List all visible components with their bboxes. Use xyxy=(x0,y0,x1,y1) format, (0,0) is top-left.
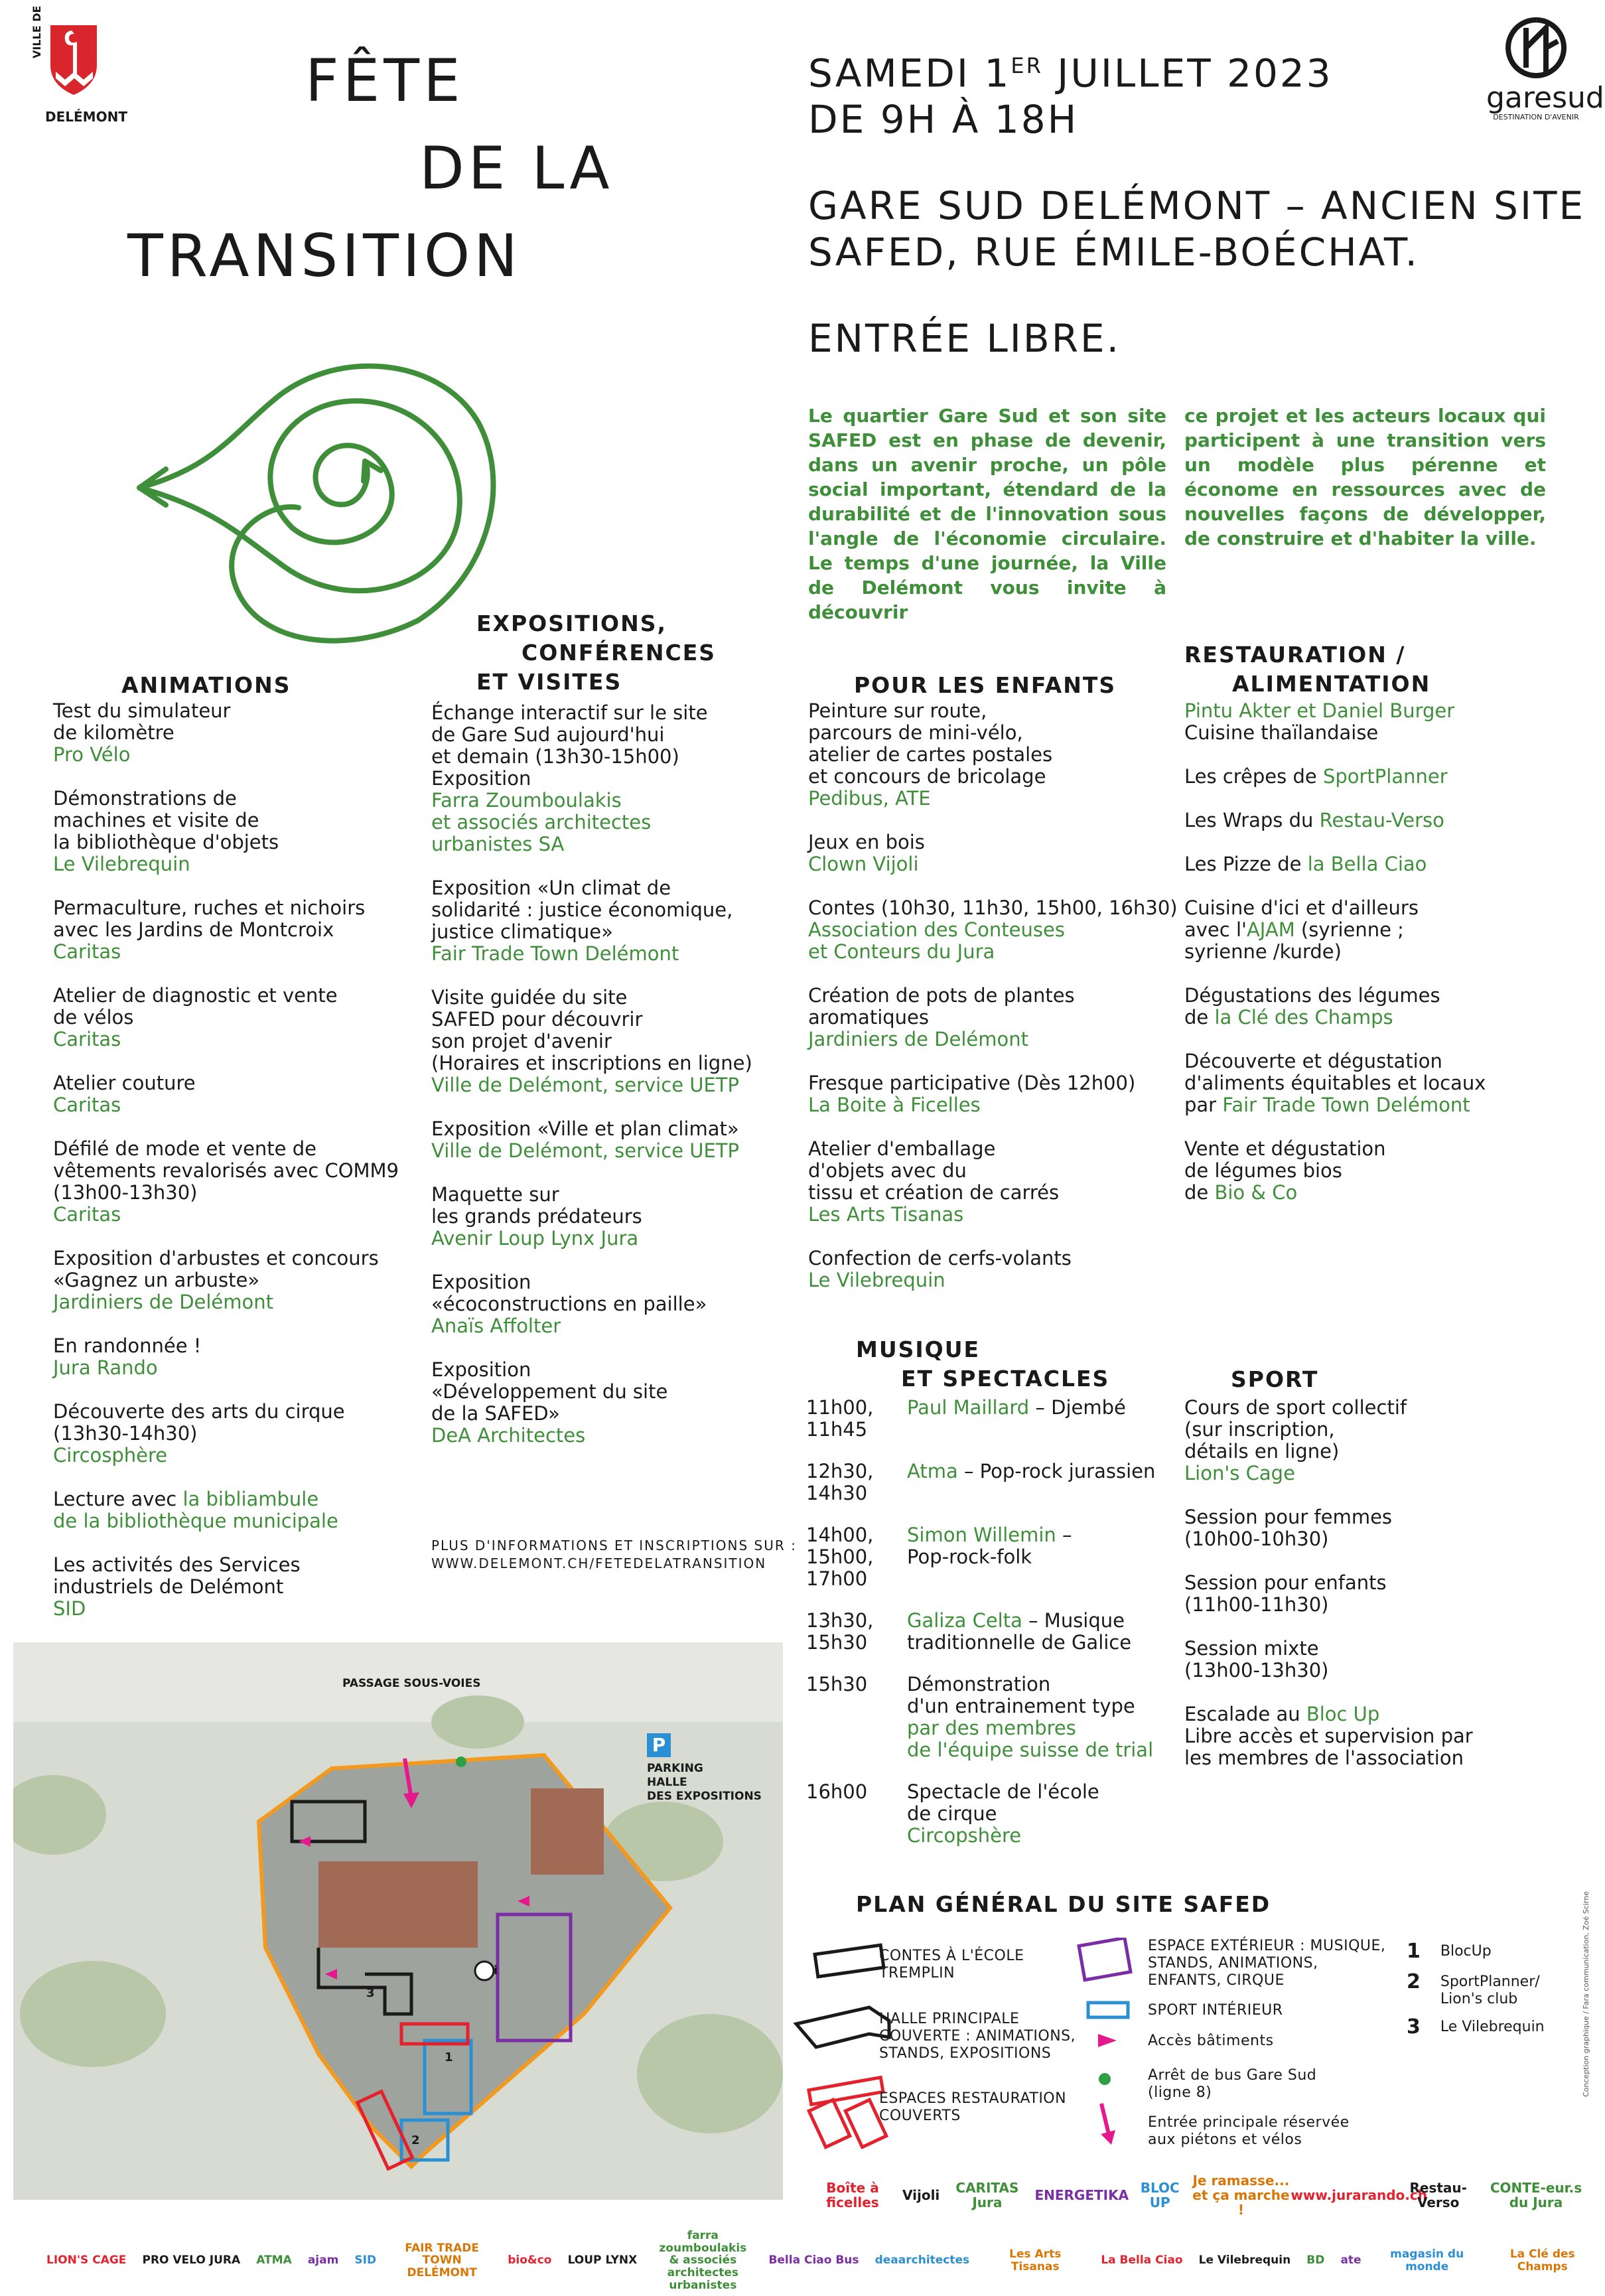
list-item xyxy=(1184,1138,1556,1204)
text-line: son projet d'avenir xyxy=(431,1030,612,1052)
text-line: Atelier d'emballage xyxy=(808,1137,996,1160)
text-line: et demain (13h30-15h00) xyxy=(431,745,679,768)
organizer: Fair Trade Town Delémont xyxy=(431,942,679,965)
organizer: de la bibliothèque municipale xyxy=(53,1510,338,1532)
list-item xyxy=(53,700,411,766)
restauration-list xyxy=(1184,700,1556,1226)
list-item xyxy=(53,897,411,963)
text-line: Paul Maillard – Djembé xyxy=(907,1396,1126,1419)
text-line: (10h00-10h30) xyxy=(1184,1528,1329,1550)
list-item xyxy=(808,897,1178,963)
organizer: Pedibus, ATE xyxy=(808,787,931,810)
sponsor-logo: BLOC UP xyxy=(1140,2180,1180,2210)
musique-list xyxy=(806,1397,1191,1867)
text-line: les grands prédateurs xyxy=(431,1205,642,1228)
town-logo-text2: DELÉMONT xyxy=(45,109,127,125)
list-item xyxy=(1184,1506,1556,1550)
organizer: La Boite à Ficelles xyxy=(808,1094,981,1116)
musique-title: MUSIQUE ET SPECTACLES xyxy=(856,1336,1110,1392)
sponsor-logo: bio&co xyxy=(508,2254,552,2267)
list-item xyxy=(1184,1572,1556,1616)
text-line: tissu et création de carrés xyxy=(808,1181,1060,1204)
text-line: «écoconstructions en paille» xyxy=(431,1293,707,1315)
organizer: Pro Vélo xyxy=(53,743,131,766)
organizer: par des membres xyxy=(907,1717,1076,1739)
sponsor-logo: SID xyxy=(354,2254,377,2267)
text-line: Les crêpes de SportPlanner xyxy=(1184,765,1448,788)
text-line: Échange interactif sur le site xyxy=(431,701,708,724)
text-line: Exposition d'arbustes et concours xyxy=(53,1247,379,1269)
text-line: parcours de mini-vélo, xyxy=(808,721,1023,744)
text-line: aromatiques xyxy=(808,1006,929,1029)
list-item xyxy=(53,788,411,875)
text-line: traditionnelle de Galice xyxy=(907,1631,1132,1654)
text-line: Test du simulateur xyxy=(53,699,231,722)
list-item xyxy=(1184,1638,1556,1682)
program-time: 14h00, 15h00, 17h00 xyxy=(806,1524,874,1590)
organizer: Circosphère xyxy=(53,1444,168,1467)
list-item xyxy=(1184,985,1556,1029)
program-detail xyxy=(907,1610,1131,1654)
text-line: Exposition xyxy=(431,1271,531,1293)
legend-bus: Arrêt de bus Gare Sud (ligne 8) xyxy=(1148,2067,1317,2101)
text-line: détails en ligne) xyxy=(1184,1440,1340,1463)
event-info xyxy=(808,42,1604,362)
text-line: machines et visite de xyxy=(53,809,259,831)
organizer: et associés architectes xyxy=(431,811,652,833)
text-line: (Horaires et inscriptions en ligne) xyxy=(431,1052,752,1074)
sponsor-logo: CONTE-eur.s du Jura xyxy=(1490,2180,1582,2210)
intro-col2: ce projet et les acteurs locaux qui participent à une transition vers un modèle plus pérenne et économe en ressources avec de nouvelles façons de développer, de construire et d'habiter la ville. xyxy=(1184,405,1546,549)
event-date: SAMEDI 1ER JUILLET 2023 xyxy=(808,50,1333,96)
garesud-logo-name: garesud xyxy=(1486,81,1604,115)
sport-list xyxy=(1184,1397,1556,1791)
text-line: Cuisine d'ici et d'ailleurs xyxy=(1184,897,1419,919)
sponsor-logo: PRO VELO JURA xyxy=(142,2254,241,2267)
organizer: Les Arts Tisanas xyxy=(808,1203,964,1226)
text-line: Pintu Akter et Daniel Burger xyxy=(1184,699,1455,722)
site-map xyxy=(13,1642,783,2200)
program-row xyxy=(806,1674,1191,1761)
map-num-1: 1 xyxy=(445,2050,453,2064)
plan-title: PLAN GÉNÉRAL DU SITE SAFED xyxy=(856,1891,1271,1917)
text-line: de la SAFED» xyxy=(431,1402,560,1425)
list-item xyxy=(53,1554,411,1620)
legend-sport: SPORT INTÉRIEUR xyxy=(1148,2002,1283,2019)
text-line: Exposition xyxy=(431,767,531,790)
title-line3: TRANSITION xyxy=(127,222,522,290)
text-line: Maquette sur xyxy=(431,1183,559,1206)
text-line: Création de pots de plantes xyxy=(808,984,1075,1007)
organizer: Ville de Delémont, service UETP xyxy=(431,1139,739,1162)
organizer: Lion's Cage xyxy=(1184,1462,1295,1484)
program-time: 12h30, 14h30 xyxy=(806,1460,874,1504)
legend-acces: Accès bâtiments xyxy=(1148,2033,1274,2049)
text-line: Peinture sur route, xyxy=(808,699,987,722)
text-line: Session pour enfants xyxy=(1184,1571,1387,1594)
sponsor-logo: Bella Ciao Bus xyxy=(768,2254,859,2267)
parking-icon: P xyxy=(647,1733,671,1757)
organizer: Farra Zoumboulakis xyxy=(431,789,622,812)
program-detail xyxy=(907,1461,1155,1504)
sponsor-logos-bottom xyxy=(46,2230,1592,2291)
sponsor-logo: LION'S CAGE xyxy=(46,2254,127,2267)
event-hours: DE 9H À 18H xyxy=(808,97,1079,143)
organizer: de l'équipe suisse de trial xyxy=(907,1739,1154,1761)
garesud-logo-tagline: DESTINATION D'AVENIR xyxy=(1493,113,1579,121)
title-line1: FÊTE xyxy=(305,46,464,115)
event-entry: ENTRÉE LIBRE. xyxy=(808,316,1121,362)
text-line: de Bio & Co xyxy=(1184,1181,1298,1204)
text-line: de la Clé des Champs xyxy=(1184,1006,1393,1029)
text-line: d'aliments équitables et locaux xyxy=(1184,1072,1486,1094)
list-item xyxy=(1184,897,1556,963)
text-line: Escalade au Bloc Up xyxy=(1184,1703,1380,1725)
list-item xyxy=(53,985,411,1050)
sponsor-logo: BD xyxy=(1306,2254,1325,2267)
sponsor-logo: La Clé des Champs xyxy=(1509,2248,1575,2273)
text-line: Session mixte xyxy=(1184,1637,1319,1660)
list-item xyxy=(53,1248,411,1313)
list-item xyxy=(1184,1703,1556,1769)
text-line: avec les Jardins de Montcroix xyxy=(53,918,334,941)
sport-title: SPORT xyxy=(1231,1366,1319,1392)
expos-list xyxy=(431,702,790,1469)
town-logo xyxy=(31,5,127,125)
text-line: (13h00-13h30) xyxy=(53,1181,198,1204)
list-item xyxy=(431,1271,790,1337)
list-item xyxy=(53,1488,411,1532)
list-item xyxy=(808,831,1166,875)
text-line: de légumes bios xyxy=(1184,1159,1342,1182)
text-line: solidarité : justice économique, xyxy=(431,898,733,921)
text-line: Visite guidée du site xyxy=(431,986,628,1009)
organizer: SID xyxy=(53,1597,86,1620)
list-item xyxy=(53,1138,411,1226)
sponsor-logo: Le Vilebrequin xyxy=(1198,2254,1291,2267)
map-parking-label: PARKING HALLE DES EXPOSITIONS xyxy=(647,1762,762,1803)
text-line: SAFED pour découvrir xyxy=(431,1008,643,1031)
text-line: Démonstrations de xyxy=(53,787,237,810)
sponsor-logo: www.jurarando.ch xyxy=(1291,2187,1427,2203)
text-line: et concours de bricolage xyxy=(808,765,1046,788)
text-line: industriels de Delémont xyxy=(53,1575,284,1598)
list-item xyxy=(53,1335,411,1379)
program-row xyxy=(806,1524,1191,1590)
expos-title: EXPOSITIONS, CONFÉRENCES ET VISITES xyxy=(476,610,717,695)
list-item xyxy=(808,1248,1166,1291)
text-line: Session pour femmes xyxy=(1184,1506,1393,1528)
text-line: Cours de sport collectif xyxy=(1184,1396,1407,1419)
organizer: Le Vilebrequin xyxy=(808,1269,945,1291)
text-line: «Développement du site xyxy=(431,1380,668,1403)
organizer: Caritas xyxy=(53,1028,121,1050)
organizer: urbanistes SA xyxy=(431,833,565,855)
restauration-title: RESTAURATION / ALIMENTATION xyxy=(1184,642,1431,697)
program-time: 16h00 xyxy=(806,1780,868,1803)
text-line: «Gagnez un arbuste» xyxy=(53,1269,260,1291)
sponsor-logo: Restau-Verso xyxy=(1409,2180,1467,2210)
text-line: d'objets avec du xyxy=(808,1159,967,1182)
text-line: Les Pizze de la Bella Ciao xyxy=(1184,853,1427,875)
map-passage-label: PASSAGE SOUS-VOIES xyxy=(342,1677,481,1690)
list-item xyxy=(53,1401,411,1467)
text-line: Contes (10h30, 11h30, 15h00, 16h30) xyxy=(808,897,1178,919)
map-num-3: 3 xyxy=(366,1986,375,2000)
list-item xyxy=(808,985,1166,1050)
text-line: Les activités des Services xyxy=(53,1553,301,1576)
text-line: de Gare Sud aujourd'hui xyxy=(431,723,665,746)
legend-exterieur: ESPACE EXTÉRIEUR : MUSIQUE, STANDS, ANIMATIONS, ENFANTS, CIRQUE xyxy=(1148,1938,1386,1989)
sponsor-logo: La Bella Ciao xyxy=(1101,2254,1183,2267)
program-detail xyxy=(907,1674,1153,1761)
organizer: Clown Vijoli xyxy=(808,853,919,875)
list-item xyxy=(431,877,790,965)
text-line: Défilé de mode et vente de xyxy=(53,1137,316,1160)
town-logo-text1: VILLE DE xyxy=(31,5,43,58)
text-line: de vélos xyxy=(53,1006,134,1029)
more-info-url[interactable]: WWW.DELEMONT.CH/FETEDELATRANSITION xyxy=(431,1555,767,1571)
legend-entree: Entrée principale réservée aux piétons et vélos xyxy=(1148,2114,1350,2148)
text-line: justice climatique» xyxy=(431,920,613,943)
text-line: Les Wraps du Restau-Verso xyxy=(1184,809,1444,831)
program-time: 15h30 xyxy=(806,1673,868,1695)
sponsor-logo: CARITAS Jura xyxy=(955,2180,1019,2210)
organizer: Anaïs Affolter xyxy=(431,1315,561,1337)
sponsor-logo: ENERGETIKA xyxy=(1034,2187,1129,2203)
plan-legend xyxy=(790,1938,1586,2203)
text-line: (13h00-13h30) xyxy=(1184,1659,1329,1682)
title-line2: DE LA xyxy=(419,134,614,202)
list-item xyxy=(431,1359,790,1447)
spiral-icon xyxy=(133,335,504,660)
sponsor-logo: Vijoli xyxy=(902,2187,940,2203)
organizer: Circopshère xyxy=(907,1824,1022,1847)
text-line: Exposition «Un climat de xyxy=(431,877,671,899)
sponsor-logo: Je ramasse... et ça marche ! xyxy=(1192,2173,1290,2218)
text-line: Découverte et dégustation xyxy=(1184,1050,1442,1072)
info-icon: i xyxy=(494,1964,498,1977)
program-detail xyxy=(907,1524,1072,1590)
program-row xyxy=(806,1781,1191,1847)
program-time: 13h30, 15h30 xyxy=(806,1609,874,1654)
organizer: Association des Conteuses xyxy=(808,918,1065,941)
text-line: (13h30-14h30) xyxy=(53,1422,198,1445)
list-item xyxy=(431,1184,790,1250)
text-line: (sur inscription, xyxy=(1184,1418,1335,1441)
text-line: Lecture avec la bibliambule xyxy=(53,1488,319,1510)
list-item xyxy=(1184,700,1556,744)
program-detail xyxy=(907,1781,1099,1847)
sponsor-logo: FAIR TRADE TOWN DELÉMONT xyxy=(405,2241,480,2280)
text-line: avec l'AJAM (syrienne ; xyxy=(1184,918,1404,941)
program-row xyxy=(806,1610,1191,1654)
text-line: Atma – Pop-rock jurassien xyxy=(907,1460,1156,1482)
sponsor-logo: farra zoumboulakis & associés architectes urbanistes xyxy=(659,2229,747,2292)
organizer: Caritas xyxy=(53,1203,121,1226)
text-line: par Fair Trade Town Delémont xyxy=(1184,1094,1470,1116)
text-line: la bibliothèque d'objets xyxy=(53,831,279,853)
text-line: Libre accès et supervision par xyxy=(1184,1725,1473,1747)
text-line: Confection de cerfs-volants xyxy=(808,1247,1072,1269)
sponsor-logo: ajam xyxy=(307,2254,339,2267)
list-item xyxy=(53,1072,411,1116)
legend-numbers: 1 BlocUp 2 SportPlanner/ Lion's club 3 Le Vilebrequin xyxy=(1407,1940,1545,2039)
list-item xyxy=(1184,1397,1556,1484)
text-line: syrienne /kurde) xyxy=(1184,940,1342,963)
sponsor-logos-top xyxy=(803,2173,1586,2217)
organizer: et Conteurs du Jura xyxy=(808,940,995,963)
program-row xyxy=(806,1461,1191,1504)
text-line: Atelier couture xyxy=(53,1072,196,1094)
list-item xyxy=(1184,853,1556,875)
map-num-2: 2 xyxy=(411,2133,420,2147)
program-detail xyxy=(907,1397,1126,1441)
organizer: Jardiniers de Delémont xyxy=(53,1291,274,1313)
text-line: En randonnée ! xyxy=(53,1334,202,1357)
list-item xyxy=(431,987,790,1096)
more-info: PLUS D'INFORMATIONS ET INSCRIPTIONS SUR : WWW.DELEMONT.CH/FETEDELATRANSITION xyxy=(431,1538,797,1571)
enfants-list xyxy=(808,699,1178,1313)
animations-title: ANIMATIONS xyxy=(121,672,291,698)
text-line: Pop-rock-folk xyxy=(907,1545,1032,1568)
text-line: Jeux en bois xyxy=(808,831,925,853)
organizer: Caritas xyxy=(53,1094,121,1116)
sponsor-logo: ATMA xyxy=(256,2254,292,2267)
text-line: Dégustations des légumes xyxy=(1184,984,1440,1007)
legend-contes: CONTES À L'ÉCOLE TREMPLIN xyxy=(879,1948,1024,1981)
event-place-1: GARE SUD DELÉMONT – ANCIEN SITE xyxy=(808,183,1586,229)
legend-resto: ESPACES RESTAURATION COUVERTS xyxy=(879,2090,1067,2124)
sponsor-logo: ate xyxy=(1340,2254,1361,2267)
list-item xyxy=(1184,1050,1556,1116)
organizer: Jura Rando xyxy=(53,1356,158,1379)
design-credit: Conception graphique / Fara communication, Zoé Scirne xyxy=(1582,1891,1590,2097)
text-line: Galiza Celta – Musique xyxy=(907,1609,1125,1632)
text-line: les membres de l'association xyxy=(1184,1747,1464,1769)
list-item xyxy=(808,700,1166,810)
text-line: Fresque participative (Dès 12h00) xyxy=(808,1072,1136,1094)
intro-col1: Le quartier Gare Sud et son site SAFED est en phase de devenir, dans un avenir proche, un pôle social important, étendard de la durabilité et de l'innovation sous l'angle de l'économie circulaire. Le temps d'une journée, la Ville de Delémont vous invite à découvrir xyxy=(808,405,1166,623)
sponsor-logo: Boîte à ficelles xyxy=(826,2180,879,2210)
program-row xyxy=(806,1397,1191,1441)
text-line: Exposition «Ville et plan climat» xyxy=(431,1117,739,1140)
text-line: Vente et dégustation xyxy=(1184,1137,1386,1160)
text-line: (11h00-11h30) xyxy=(1184,1593,1329,1616)
text-line: vêtements revalorisés avec COMM9 xyxy=(53,1159,399,1182)
organizer: Caritas xyxy=(53,940,121,963)
sponsor-logo: magasin du monde xyxy=(1390,2248,1464,2273)
legend-halle: HALLE PRINCIPALE COUVERTE : ANIMATIONS, STANDS, EXPOSITIONS xyxy=(879,2011,1076,2062)
list-item xyxy=(1184,766,1556,788)
text-line: Spectacle de l'école xyxy=(907,1780,1099,1803)
text-line: de kilomètre xyxy=(53,721,174,744)
sponsor-logo: deaarchitectes xyxy=(874,2254,970,2267)
program-time: 11h00, 11h45 xyxy=(806,1396,874,1441)
organizer: DeA Architectes xyxy=(431,1424,586,1447)
sponsor-logo: LOUP LYNX xyxy=(567,2254,638,2267)
event-place-2: SAFED, RUE ÉMILE-BOÉCHAT. xyxy=(808,230,1419,275)
text-line: Permaculture, ruches et nichoirs xyxy=(53,897,366,919)
text-line: de cirque xyxy=(907,1802,997,1825)
list-item xyxy=(431,702,790,855)
legend-symbols-right xyxy=(1075,1938,1141,2150)
text-line: Cuisine thaïlandaise xyxy=(1184,721,1379,744)
sponsor-logo: Les Arts Tisanas xyxy=(1009,2248,1062,2273)
animations-list xyxy=(53,700,411,1642)
text-line: Découverte des arts du cirque xyxy=(53,1400,345,1423)
text-line: Atelier de diagnostic et vente xyxy=(53,984,338,1007)
list-item xyxy=(808,1138,1166,1226)
enfants-title: POUR LES ENFANTS xyxy=(854,672,1117,698)
organizer: Le Vilebrequin xyxy=(53,853,190,875)
text-line: Exposition xyxy=(431,1358,531,1381)
text-line: d'un entrainement type xyxy=(907,1695,1135,1717)
text-line: atelier de cartes postales xyxy=(808,743,1053,766)
organizer: Avenir Loup Lynx Jura xyxy=(431,1227,639,1250)
text-line: Simon Willemin – xyxy=(907,1524,1072,1546)
organizer: Jardiniers de Delémont xyxy=(808,1028,1029,1050)
list-item xyxy=(1184,810,1556,831)
list-item xyxy=(431,1118,790,1162)
organizer: Ville de Delémont, service UETP xyxy=(431,1074,739,1096)
text-line: Démonstration xyxy=(907,1673,1051,1695)
list-item xyxy=(808,1072,1166,1116)
